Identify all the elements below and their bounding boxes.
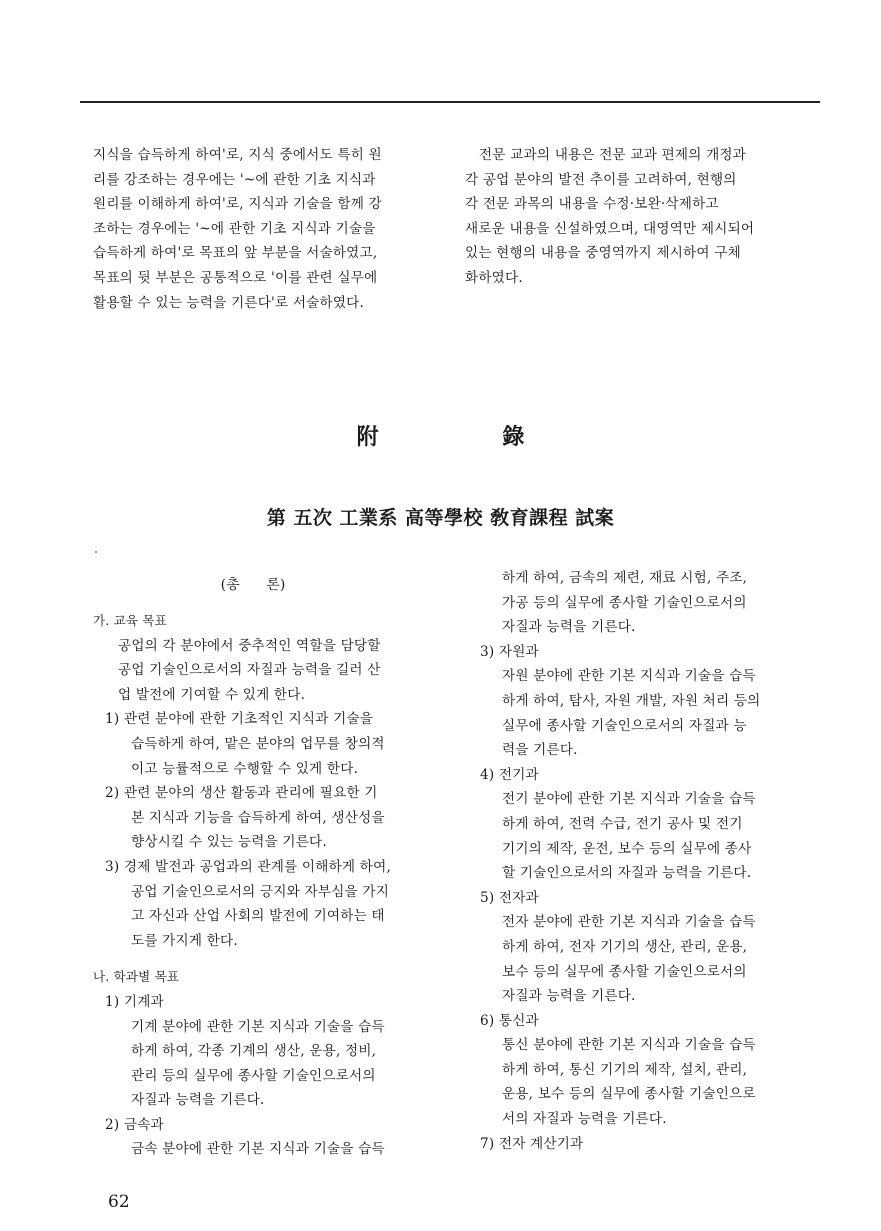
text-line: 전문 교과의 내용은 전문 교과 편제의 개정과 bbox=[479, 147, 747, 163]
text-line: 서의 자질과 능력을 기른다. bbox=[502, 1111, 667, 1128]
text-line: 하게 하여, 전자 기기의 생산, 관리, 운용, bbox=[502, 938, 748, 955]
text-line: 도를 가지게 한다. bbox=[131, 932, 238, 949]
text-line: 자질과 능력을 기른다. bbox=[502, 988, 636, 1005]
text-line: 습득하게 하여, 맡은 분야의 업무를 창의적 bbox=[131, 735, 385, 752]
section-heading: 나. 학과별 목표 bbox=[93, 969, 180, 985]
text-line: 공업 기술인으로서의 자질과 능력을 길러 산 bbox=[118, 662, 381, 679]
text-line: 2) 금속과 bbox=[105, 1116, 164, 1133]
text-line: 력을 기른다. bbox=[502, 742, 578, 759]
text-line: 2) 관련 분야의 생산 활동과 관리에 필요한 기 bbox=[105, 785, 378, 802]
text-line: 새로운 내용을 신설하였으며, 대영역만 제시되어 bbox=[465, 220, 755, 237]
text-line: 7) 전자 계산기과 bbox=[480, 1135, 584, 1152]
text-line: 화하였다. bbox=[465, 269, 523, 286]
text-line: 공업의 각 분야에서 중추적인 역할을 담당할 bbox=[118, 637, 381, 654]
text-line: 업 발전에 기여할 수 있게 한다. bbox=[118, 686, 306, 703]
text-line: 각 전문 과목의 내용을 수정·보완·삭제하고 bbox=[465, 196, 719, 213]
text-line: 활용할 수 있는 능력을 기른다'로 서술하였다. bbox=[93, 294, 365, 311]
text-line: 습득하게 하여'로 목표의 앞 부분을 서술하였고, bbox=[93, 245, 378, 262]
text-line: 공업 기술인으로서의 긍지와 자부심을 가지 bbox=[131, 883, 390, 900]
left-body-column bbox=[93, 609, 391, 1162]
right-body-column bbox=[480, 566, 761, 1156]
text-line: 기계 분야에 관한 기본 지식과 기술을 습득 bbox=[131, 1018, 385, 1035]
text-line: 리를 강조하는 경우에는 '~에 관한 기초 지식과 bbox=[93, 171, 376, 188]
spacer bbox=[93, 953, 391, 965]
text-line: 5) 전자과 bbox=[480, 889, 539, 906]
page-number: 62 bbox=[108, 1192, 130, 1212]
text-line: 각 공업 분야의 발전 추이를 고려하여, 현행의 bbox=[465, 171, 737, 188]
text-line: 4) 전기과 bbox=[480, 766, 539, 783]
text-line: 가공 등의 실무에 종사할 기술인으로서의 bbox=[502, 594, 747, 611]
scan-speck bbox=[95, 551, 97, 553]
text-line: 보수 등의 실무에 종사할 기술인으로서의 bbox=[502, 963, 747, 980]
text-line: 자질과 능력을 기른다. bbox=[502, 619, 636, 636]
text-line: 1) 기계과 bbox=[105, 993, 164, 1010]
text-line: 조하는 경우에는 '~에 관한 기초 지식과 기술을 bbox=[93, 220, 376, 237]
text-line: 통신 분야에 관한 기본 지식과 기술을 습득 bbox=[502, 1037, 756, 1054]
text-line: 목표의 뒷 부분은 공통적으로 '이를 관련 실무에 bbox=[93, 269, 378, 286]
text-line: 하게 하여, 각종 기계의 생산, 운용, 정비, bbox=[131, 1043, 377, 1060]
text-line: 하게 하여, 전력 수급, 전기 공사 및 전기 bbox=[502, 815, 743, 832]
text-line: 3) 경제 발전과 공업과의 관계를 이해하게 하여, bbox=[105, 858, 391, 875]
text-line: 운용, 보수 등의 실무에 종사할 기술인으로 bbox=[502, 1086, 756, 1103]
text-line: 고 자신과 산업 사회의 발전에 기여하는 태 bbox=[131, 908, 385, 925]
text-line: 할 기술인으로서의 자질과 능력을 기른다. bbox=[502, 865, 752, 882]
text-line: 있는 현행의 내용을 중영역까지 제시하여 구체 bbox=[465, 245, 741, 262]
text-line: 향상시킬 수 있는 능력을 기른다. bbox=[131, 834, 327, 851]
text-line: 관리 등의 실무에 종사할 기술인으로서의 bbox=[131, 1067, 376, 1084]
text-line: 자원 분야에 관한 기본 지식과 기술을 습득 bbox=[502, 668, 756, 685]
text-line: 3) 자원과 bbox=[480, 643, 539, 660]
text-line: 금속 분야에 관한 기본 지식과 기술을 습득 bbox=[131, 1141, 385, 1158]
text-line: 하게 하여, 탐사, 자원 개발, 자원 처리 등의 bbox=[502, 692, 761, 709]
text-line: 이고 능률적으로 수행할 수 있게 한다. bbox=[131, 760, 359, 777]
text-line: 자질과 능력을 기른다. bbox=[131, 1092, 265, 1109]
text-line: 실무에 종사할 기술인으로서의 자질과 능 bbox=[502, 717, 747, 734]
header-rule bbox=[80, 101, 820, 103]
text-line: 원리를 이해하게 하여'로, 지식과 기술을 함께 강 bbox=[93, 196, 382, 213]
text-line: 하게 하여, 금속의 제련, 재료 시험, 주조, bbox=[502, 570, 748, 586]
general-section-heading: (총 론) bbox=[220, 577, 286, 593]
curriculum-title: 第 五次 工業系 高等學校 敎育課程 試案 bbox=[266, 507, 615, 529]
appendix-title: 附 錄 bbox=[356, 424, 583, 450]
top-right-column bbox=[465, 143, 754, 291]
section-heading: 가. 교육 목표 bbox=[93, 613, 167, 628]
text-line: 전기 분야에 관한 기본 지식과 기술을 습득 bbox=[502, 791, 756, 808]
text-line: 6) 통신과 bbox=[480, 1012, 539, 1029]
text-line: 전자 분야에 관한 기본 지식과 기술을 습득 bbox=[502, 914, 756, 931]
top-left-column bbox=[93, 143, 382, 315]
text-line: 본 지식과 기능을 습득하게 하여, 생산성을 bbox=[131, 809, 385, 826]
text-line: 하게 하여, 통신 기기의 제작, 설치, 관리, bbox=[502, 1061, 748, 1078]
text-line: 지식을 습득하게 하여'로, 지식 중에서도 특히 원 bbox=[93, 147, 382, 163]
text-line: 1) 관련 분야에 관한 기초적인 지식과 기술을 bbox=[105, 711, 374, 728]
text-line: 기기의 제작, 운전, 보수 등의 실무에 종사 bbox=[502, 840, 752, 857]
